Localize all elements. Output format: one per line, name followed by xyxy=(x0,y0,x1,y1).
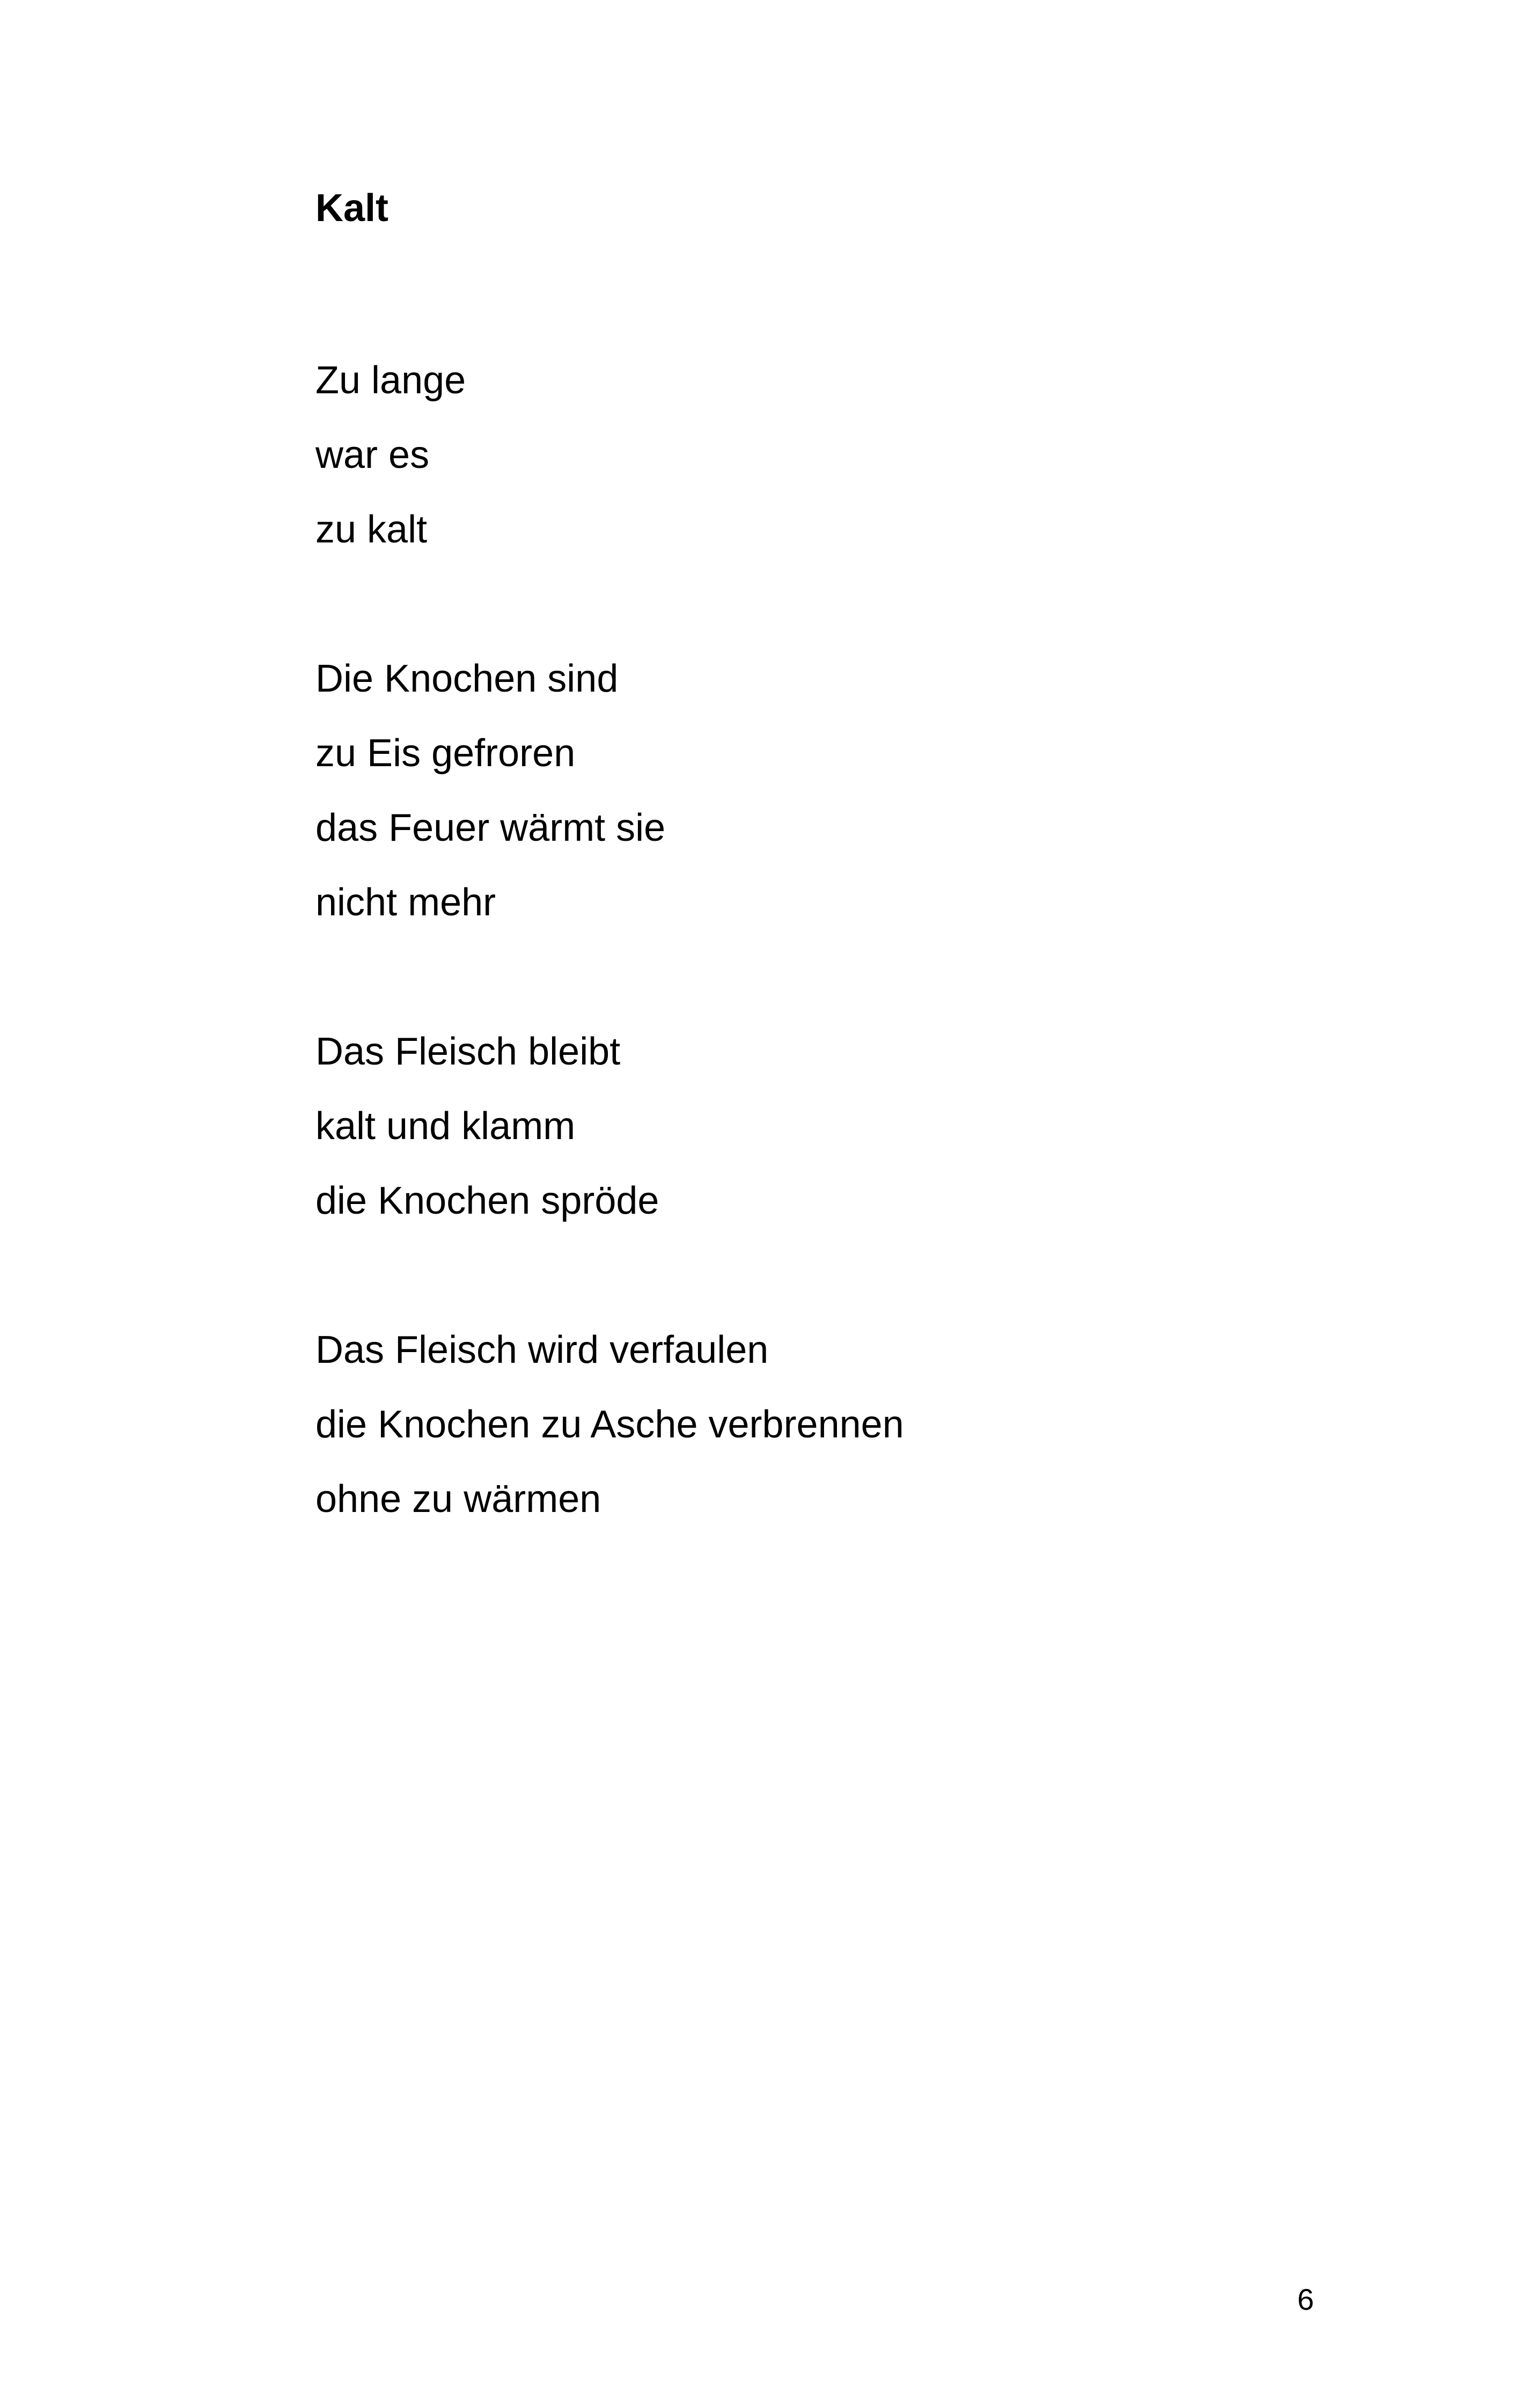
poem-line: die Knochen spröde xyxy=(315,1179,659,1222)
poem-line: zu kalt xyxy=(315,508,428,551)
poem-line: Zu lange xyxy=(315,359,466,402)
poem xyxy=(315,189,1335,1611)
poem-line: nicht mehr xyxy=(315,881,496,924)
poem-line: zu Eis gefroren xyxy=(315,732,576,775)
poem-line: kalt und klamm xyxy=(315,1105,576,1148)
stanza-2 xyxy=(315,642,1335,940)
poem-title: Kalt xyxy=(315,187,389,230)
poem-line: ohne zu wärmen xyxy=(315,1478,601,1521)
stanza-3 xyxy=(315,1015,1335,1238)
stanza-1 xyxy=(315,343,1335,567)
poem-line: war es xyxy=(315,434,430,476)
poem-line: Das Fleisch wird verfaulen xyxy=(315,1328,769,1371)
poem-line: Die Knochen sind xyxy=(315,657,619,700)
poem-line: die Knochen zu Asche verbrennen xyxy=(315,1403,904,1446)
poem-line: Das Fleisch bleibt xyxy=(315,1030,621,1073)
poem-line: das Feuer wärmt sie xyxy=(315,806,666,849)
poem-body xyxy=(315,343,1335,1537)
page-number: 6 xyxy=(1297,2282,1314,2316)
stanza-4 xyxy=(315,1313,1335,1537)
